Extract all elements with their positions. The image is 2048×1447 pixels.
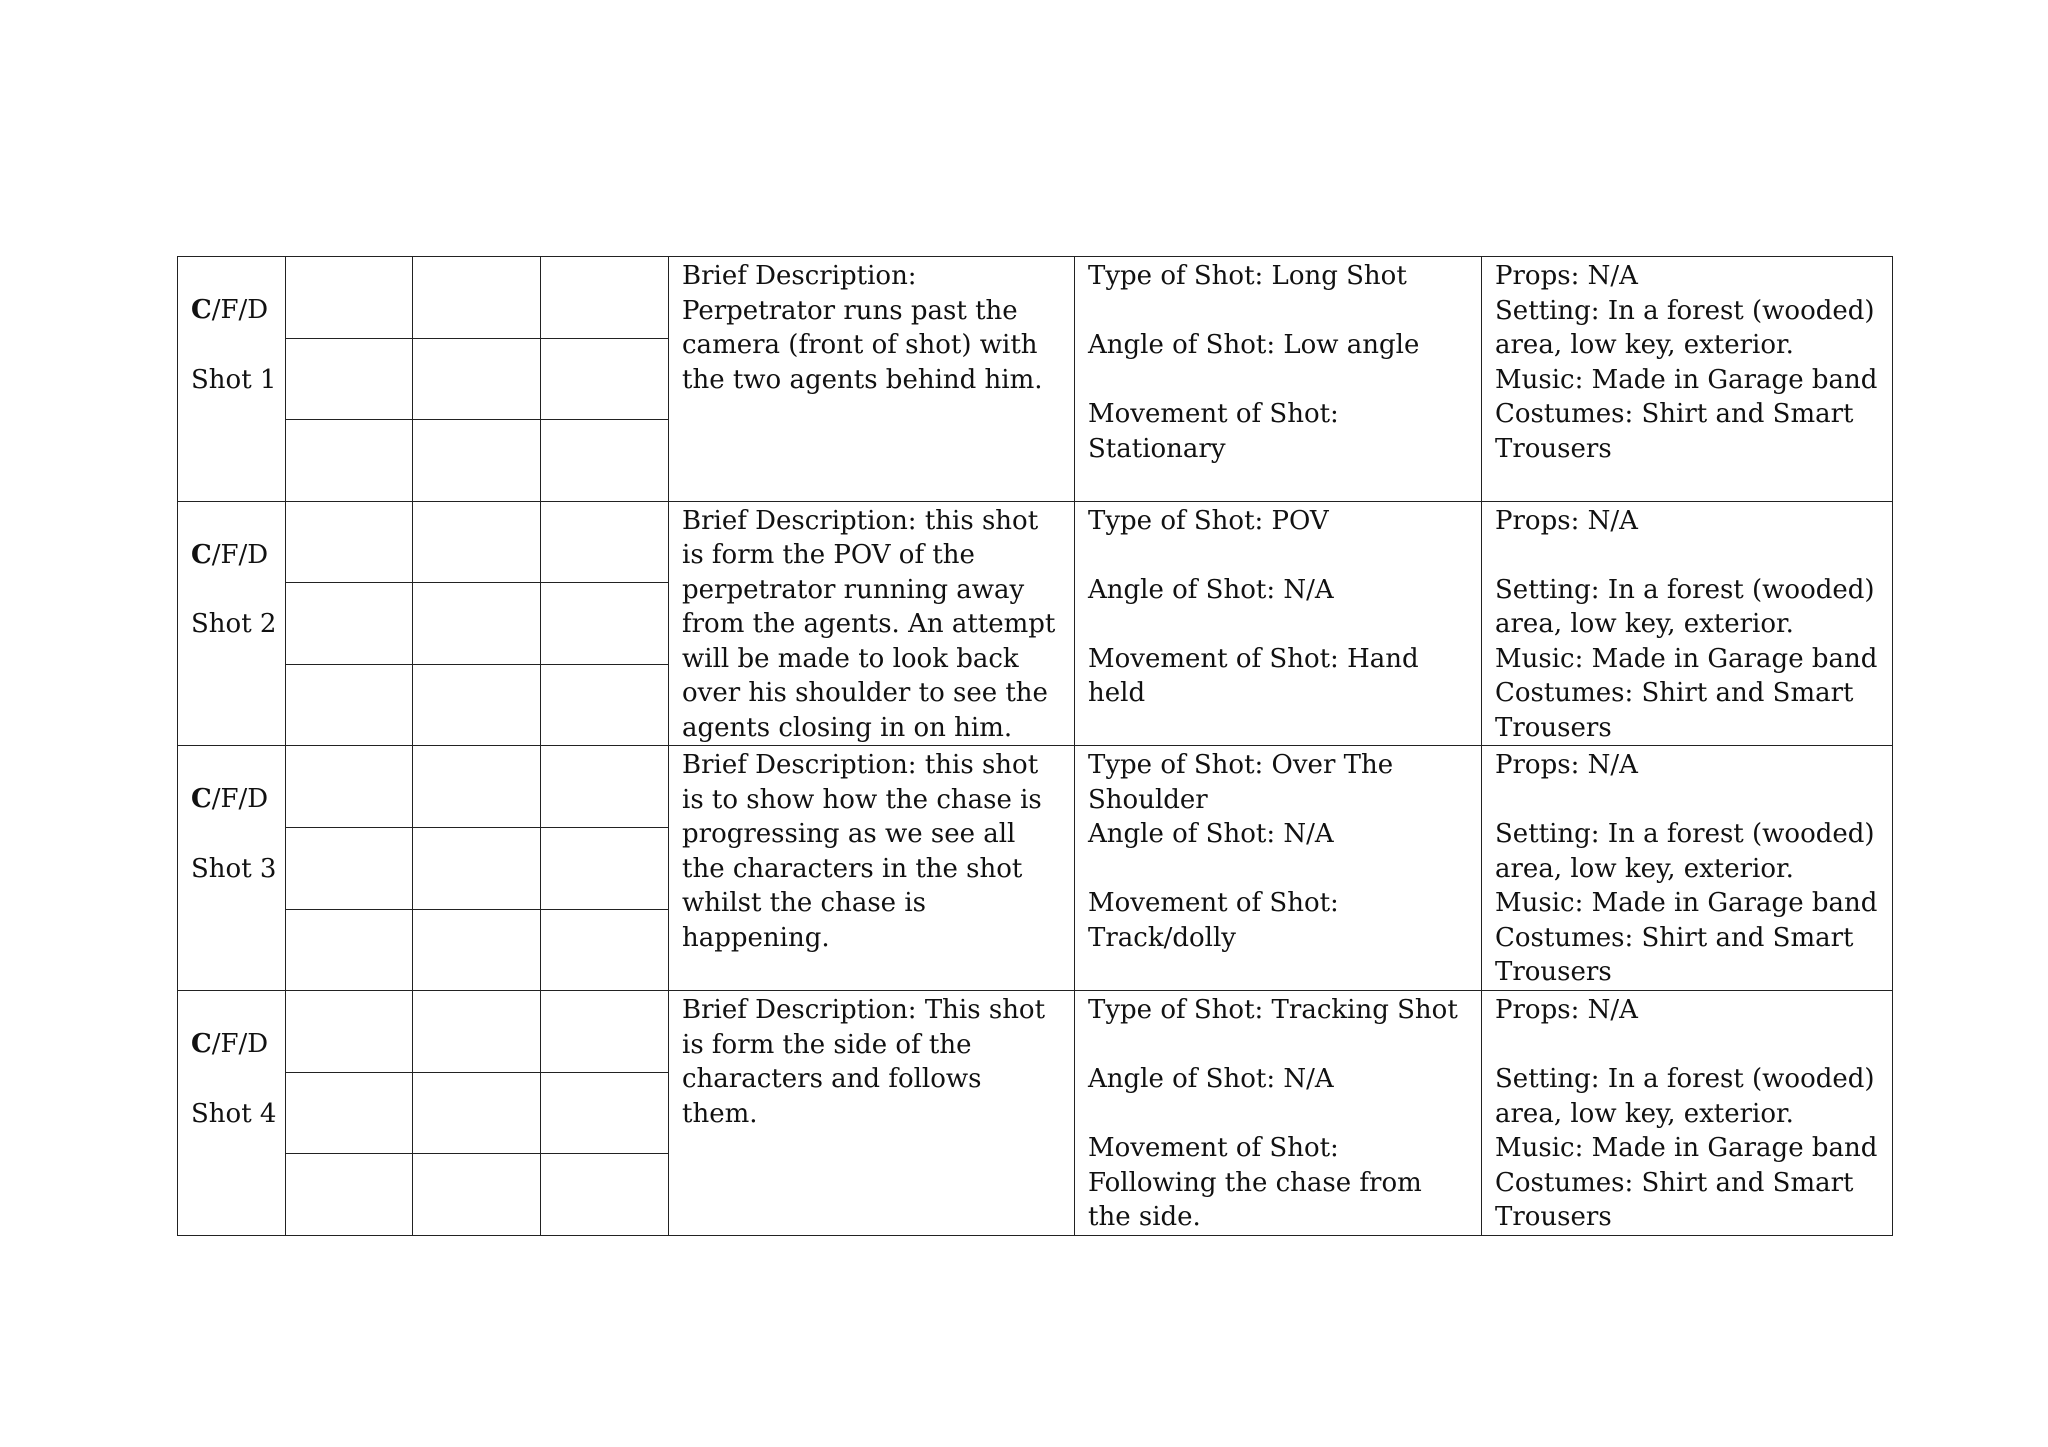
shot-meta-cell bbox=[178, 501, 286, 746]
shot-row bbox=[178, 257, 1893, 339]
spacer bbox=[1088, 852, 1471, 887]
camera-info-line: Type of Shot: Over The Shoulder bbox=[1088, 750, 1394, 815]
cfd-rest: /F/D bbox=[211, 295, 269, 325]
cfd-label bbox=[191, 293, 285, 328]
production-info-line: Costumes: Shirt and Smart Trousers bbox=[1495, 678, 1854, 743]
description-cell bbox=[669, 501, 1075, 746]
frame-box bbox=[413, 583, 541, 665]
cfd-label bbox=[191, 1027, 285, 1062]
production-info-line: Music: Made in Garage band bbox=[1495, 364, 1878, 395]
production-info-cell bbox=[1482, 257, 1893, 502]
shot-row bbox=[178, 746, 1893, 828]
frame-box bbox=[286, 909, 413, 991]
frame-box bbox=[541, 1154, 669, 1236]
spacer bbox=[1088, 607, 1471, 642]
camera-info-line: Movement of Shot: Following the chase from the side. bbox=[1088, 1133, 1422, 1233]
frame-box bbox=[286, 828, 413, 910]
production-info-line: Costumes: Shirt and Smart Trousers bbox=[1495, 922, 1854, 988]
spacer bbox=[1088, 1097, 1471, 1132]
frame-box bbox=[541, 583, 669, 665]
camera-info-line: Angle of Shot: N/A bbox=[1088, 1064, 1334, 1095]
frame-box bbox=[413, 1072, 541, 1154]
frame-box bbox=[541, 828, 669, 910]
camera-info-line: Movement of Shot: Stationary bbox=[1088, 399, 1339, 464]
production-info-line: Music: Made in Garage band bbox=[1495, 1133, 1878, 1164]
frame-box bbox=[286, 1072, 413, 1154]
frame-box bbox=[413, 991, 541, 1073]
brief-description: Brief Description: This shot is form the side of the characters and follows them. bbox=[682, 995, 1046, 1129]
cfd-bold: C bbox=[191, 784, 212, 815]
shot-number: Shot 4 bbox=[191, 1098, 277, 1129]
frame-box bbox=[541, 1072, 669, 1154]
frame-box bbox=[541, 909, 669, 991]
camera-info-line: Angle of Shot: N/A bbox=[1088, 574, 1334, 605]
production-info-line: Music: Made in Garage band bbox=[1495, 888, 1878, 919]
production-info-line: Costumes: Shirt and Smart Trousers bbox=[1495, 399, 1854, 464]
frame-box bbox=[413, 420, 541, 502]
storyboard-table bbox=[177, 256, 1893, 1236]
frame-box bbox=[413, 909, 541, 991]
camera-info-line: Type of Shot: Tracking Shot bbox=[1088, 995, 1458, 1026]
shot-number: Shot 2 bbox=[191, 609, 277, 640]
brief-description: Brief Description: Perpetrator runs past the camera (front of shot) with the two agents behind him. bbox=[682, 261, 1043, 395]
frame-box bbox=[286, 338, 413, 420]
frame-box bbox=[541, 746, 669, 828]
brief-description: Brief Description: this shot is to show how the chase is progressing as we see all the characters in the shot whilst the chase is happening. bbox=[682, 750, 1042, 953]
camera-info-line: Movement of Shot: Hand held bbox=[1088, 643, 1419, 709]
camera-info-line: Type of Shot: Long Shot bbox=[1088, 261, 1407, 291]
cfd-bold: C bbox=[191, 295, 212, 325]
description-cell bbox=[669, 746, 1075, 991]
cfd-label bbox=[191, 538, 285, 573]
frame-box bbox=[541, 257, 669, 339]
frame-box bbox=[413, 501, 541, 583]
frame-box bbox=[286, 583, 413, 665]
frame-box bbox=[541, 338, 669, 420]
spacer bbox=[1088, 1028, 1471, 1063]
production-info-line: Setting: In a forest (wooded) area, low key, exterior. bbox=[1495, 819, 1875, 884]
camera-info-cell bbox=[1075, 257, 1482, 502]
camera-info-line: Movement of Shot: Track/dolly bbox=[1088, 888, 1339, 953]
frame-box bbox=[413, 664, 541, 746]
frame-box bbox=[541, 664, 669, 746]
spacer bbox=[1088, 363, 1471, 398]
spacer bbox=[1495, 538, 1882, 573]
frame-box bbox=[286, 257, 413, 339]
cfd-bold: C bbox=[191, 1029, 212, 1060]
spacer bbox=[1088, 538, 1471, 573]
spacer bbox=[1495, 1028, 1882, 1063]
production-info-line: Costumes: Shirt and Smart Trousers bbox=[1495, 1167, 1854, 1233]
camera-info-line: Angle of Shot: Low angle bbox=[1088, 330, 1420, 360]
production-info-line: Setting: In a forest (wooded) area, low key, exterior. bbox=[1495, 574, 1875, 640]
production-info-line: Props: N/A bbox=[1495, 505, 1638, 536]
spacer bbox=[1495, 783, 1882, 818]
frame-box bbox=[286, 746, 413, 828]
frame-box bbox=[413, 746, 541, 828]
cfd-rest: /F/D bbox=[211, 1029, 269, 1060]
frame-box bbox=[413, 828, 541, 910]
production-info-line: Props: N/A bbox=[1495, 261, 1638, 291]
production-info-line: Music: Made in Garage band bbox=[1495, 643, 1878, 674]
description-cell bbox=[669, 257, 1075, 502]
camera-info-cell bbox=[1075, 501, 1482, 746]
camera-info-line: Angle of Shot: N/A bbox=[1088, 819, 1334, 850]
shot-meta-cell bbox=[178, 991, 286, 1236]
shot-row bbox=[178, 501, 1893, 583]
spacer bbox=[1088, 294, 1471, 329]
frame-box bbox=[286, 420, 413, 502]
description-cell bbox=[669, 991, 1075, 1236]
production-info-line: Setting: In a forest (wooded) area, low key, exterior. bbox=[1495, 295, 1875, 360]
cfd-rest: /F/D bbox=[211, 784, 269, 815]
shot-meta-cell bbox=[178, 257, 286, 502]
shot-number: Shot 3 bbox=[191, 853, 277, 884]
camera-info-cell bbox=[1075, 746, 1482, 991]
camera-info-cell bbox=[1075, 991, 1482, 1236]
frame-box bbox=[286, 501, 413, 583]
production-info-line: Setting: In a forest (wooded) area, low key, exterior. bbox=[1495, 1064, 1875, 1129]
production-info-cell bbox=[1482, 746, 1893, 991]
production-info-line: Props: N/A bbox=[1495, 995, 1638, 1026]
shot-number: Shot 1 bbox=[191, 364, 277, 395]
frame-box bbox=[413, 1154, 541, 1236]
cfd-bold: C bbox=[191, 539, 212, 570]
frame-box bbox=[541, 420, 669, 502]
production-info-line: Props: N/A bbox=[1495, 750, 1638, 781]
production-info-cell bbox=[1482, 501, 1893, 746]
cfd-rest: /F/D bbox=[211, 539, 269, 570]
frame-box bbox=[286, 664, 413, 746]
frame-box bbox=[413, 338, 541, 420]
shot-row bbox=[178, 991, 1893, 1073]
frame-box bbox=[286, 1154, 413, 1236]
frame-box bbox=[413, 257, 541, 339]
cfd-label bbox=[191, 782, 285, 817]
production-info-cell bbox=[1482, 991, 1893, 1236]
frame-box bbox=[541, 991, 669, 1073]
frame-box bbox=[286, 991, 413, 1073]
camera-info-line: Type of Shot: POV bbox=[1088, 505, 1329, 536]
brief-description: Brief Description: this shot is form the POV of the perpetrator running away from the agents. An attempt will be made to look back over his shoulder to see the agents closing in on him. bbox=[682, 505, 1056, 743]
shot-meta-cell bbox=[178, 746, 286, 991]
frame-box bbox=[541, 501, 669, 583]
